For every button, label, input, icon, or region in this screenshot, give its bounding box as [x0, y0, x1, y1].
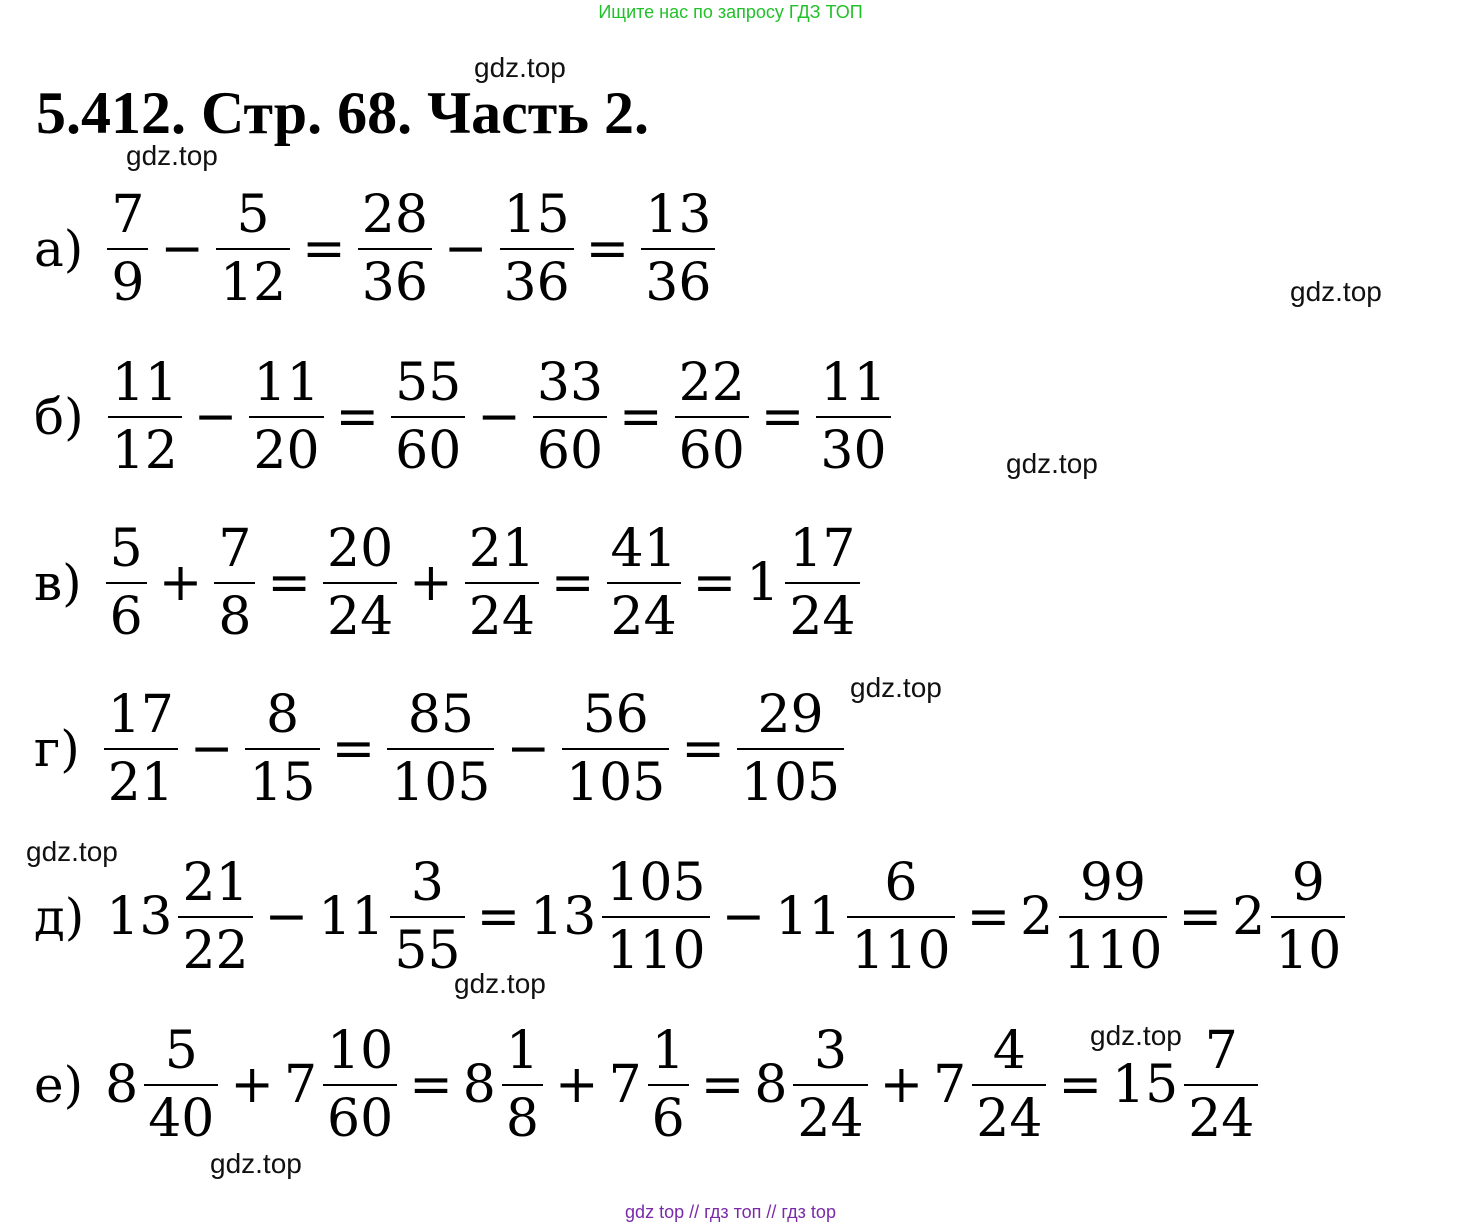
operator: +: [409, 553, 453, 613]
fraction: [562, 684, 669, 814]
equation-label: г): [34, 720, 80, 778]
fraction-bar: [387, 748, 494, 750]
fraction: [358, 184, 432, 314]
fraction: [216, 184, 290, 314]
denominator: 40: [148, 1089, 215, 1149]
fraction: [104, 684, 178, 814]
numerator: 55: [395, 353, 462, 413]
operator: +: [158, 553, 203, 613]
fraction-bar: [648, 1084, 689, 1086]
numerator: 41: [610, 519, 677, 579]
fraction: [847, 852, 954, 982]
operator: −: [264, 887, 309, 947]
numerator: 3: [410, 853, 445, 913]
fraction: [390, 852, 464, 982]
operator: =: [409, 1055, 453, 1115]
numerator: 56: [582, 685, 649, 745]
fraction-bar: [607, 582, 681, 584]
equation-label: е): [34, 1056, 84, 1114]
denominator: 24: [789, 587, 856, 647]
fraction: [793, 1020, 867, 1150]
denominator: 24: [1188, 1089, 1255, 1149]
denominator: 21: [107, 753, 174, 813]
whole-number: 2: [1020, 887, 1054, 947]
denominator: 105: [391, 753, 491, 813]
fraction-bar: [358, 248, 432, 250]
watermark: gdz.top: [1090, 1020, 1182, 1051]
denominator: 9: [111, 253, 145, 313]
equation-a: [34, 184, 717, 314]
numerator: 29: [757, 685, 824, 745]
operator: =: [331, 719, 376, 779]
denominator: 36: [361, 253, 428, 313]
watermark: gdz.top: [1290, 276, 1382, 307]
numerator: 11: [820, 353, 887, 413]
fraction: [675, 352, 749, 482]
fraction: [249, 352, 323, 482]
whole-number: 13: [530, 887, 597, 947]
denominator: 20: [253, 421, 320, 481]
whole-number: 7: [608, 1055, 642, 1115]
search-hint: Ищите нас по запросу ГДЗ ТОП: [598, 2, 863, 22]
fraction-bar: [816, 416, 890, 418]
operator: =: [302, 219, 346, 279]
fraction-bar: [502, 1084, 543, 1086]
fraction-bar: [737, 748, 844, 750]
numerator: 105: [606, 853, 706, 913]
operator: =: [700, 1055, 745, 1115]
operator: =: [966, 887, 1011, 947]
numerator: 7: [111, 185, 145, 245]
whole-number: 11: [775, 887, 842, 947]
fraction-bar: [641, 248, 715, 250]
watermark: gdz.top: [210, 1148, 302, 1179]
denominator: 8: [505, 1089, 539, 1149]
equation-e: [34, 1020, 1260, 1150]
fraction-bar: [847, 916, 954, 918]
denominator: 60: [678, 421, 745, 481]
numerator: 7: [218, 519, 252, 579]
numerator: 11: [111, 353, 178, 413]
fraction-bar: [533, 416, 607, 418]
whole-number: 8: [754, 1055, 788, 1115]
operator: =: [585, 219, 630, 279]
fraction: [144, 1020, 218, 1150]
whole-number: 1: [746, 553, 780, 613]
fraction-bar: [245, 748, 319, 750]
operator: +: [879, 1055, 924, 1115]
fraction-bar: [249, 416, 323, 418]
denominator: 60: [327, 1089, 394, 1149]
whole-number: 13: [106, 887, 173, 947]
watermark: gdz.top: [850, 672, 942, 703]
numerator: 5: [164, 1021, 198, 1081]
numerator: 5: [109, 519, 143, 579]
numerator: 85: [407, 685, 474, 745]
operator: =: [619, 387, 663, 447]
fraction: [245, 684, 319, 814]
fraction-bar: [972, 1084, 1046, 1086]
fraction-bar: [107, 248, 148, 250]
fraction: [387, 684, 494, 814]
denominator: 10: [1275, 921, 1342, 981]
numerator: 28: [361, 185, 428, 245]
fraction: [465, 518, 539, 648]
denominator: 60: [395, 421, 462, 481]
denominator: 24: [468, 587, 535, 647]
fraction-bar: [323, 582, 397, 584]
numerator: 17: [789, 519, 856, 579]
fraction: [641, 184, 715, 314]
whole-number: 2: [1232, 887, 1266, 947]
whole-number: 7: [933, 1055, 967, 1115]
denominator: 24: [797, 1089, 864, 1149]
denominator: 6: [109, 587, 143, 647]
equation-label: д): [34, 888, 85, 946]
equation-label: а): [34, 220, 84, 278]
numerator: 20: [327, 519, 394, 579]
whole-number: 8: [462, 1055, 496, 1115]
equation-g: [34, 684, 846, 814]
fraction: [533, 352, 607, 482]
fraction: [323, 1020, 397, 1150]
numerator: 99: [1079, 853, 1146, 913]
operator: =: [335, 387, 380, 447]
fraction: [178, 852, 252, 982]
fraction-bar: [216, 248, 290, 250]
denominator: 24: [976, 1089, 1043, 1149]
denominator: 110: [1063, 921, 1163, 981]
denominator: 36: [503, 253, 570, 313]
fraction: [972, 1020, 1046, 1150]
fraction-bar: [1059, 916, 1166, 918]
fraction-bar: [144, 1084, 218, 1086]
operator: −: [189, 719, 234, 779]
fraction: [602, 852, 709, 982]
fraction: [816, 352, 890, 482]
denominator: 6: [651, 1089, 685, 1149]
denominator: 60: [536, 421, 604, 481]
denominator: 24: [327, 587, 394, 647]
fraction-bar: [1271, 916, 1345, 918]
fraction-bar: [500, 248, 574, 250]
operator: −: [477, 387, 521, 447]
fraction-bar: [675, 416, 749, 418]
operator: =: [681, 719, 725, 779]
whole-number: 7: [283, 1055, 318, 1115]
fraction: [391, 352, 465, 482]
denominator: 12: [111, 421, 178, 481]
operator: =: [267, 553, 311, 613]
operator: =: [1058, 1055, 1103, 1115]
whole-number: 11: [318, 887, 385, 947]
fraction-bar: [391, 416, 465, 418]
numerator: 5: [236, 185, 270, 245]
numerator: 1: [505, 1021, 539, 1081]
fraction-bar: [465, 582, 539, 584]
footer-note: gdz top // гдз топ // гдз top: [625, 1202, 836, 1222]
equation-label: в): [34, 554, 82, 612]
fraction-bar: [106, 582, 147, 584]
fraction: [1271, 852, 1345, 982]
operator: −: [443, 219, 488, 279]
fraction-bar: [214, 582, 255, 584]
denominator: 105: [566, 753, 666, 813]
operator: −: [160, 219, 204, 279]
fraction: [108, 352, 182, 482]
fraction: [607, 518, 681, 648]
fraction-bar: [1184, 1084, 1258, 1086]
numerator: 11: [253, 353, 320, 413]
numerator: 8: [265, 685, 300, 745]
fraction-bar: [562, 748, 669, 750]
operator: −: [721, 887, 766, 947]
denominator: 36: [645, 253, 712, 313]
fraction-bar: [793, 1084, 867, 1086]
fraction: [500, 184, 574, 314]
numerator: 21: [182, 853, 249, 913]
operator: +: [230, 1055, 274, 1115]
numerator: 3: [813, 1021, 848, 1081]
fraction-bar: [390, 916, 464, 918]
fraction: [502, 1020, 543, 1150]
operator: =: [760, 387, 805, 447]
whole-number: 15: [1112, 1055, 1179, 1115]
fraction-bar: [323, 1084, 397, 1086]
whole-number: 8: [105, 1055, 139, 1115]
numerator: 22: [678, 353, 745, 413]
fraction: [785, 518, 859, 648]
denominator: 30: [820, 421, 887, 481]
numerator: 7: [1204, 1021, 1238, 1081]
fraction-bar: [178, 916, 252, 918]
operator: =: [476, 887, 521, 947]
denominator: 24: [610, 587, 677, 647]
page-title: 5.412. Стр. 68. Часть 2.: [36, 80, 649, 146]
numerator: 33: [536, 353, 604, 413]
denominator: 15: [249, 753, 316, 813]
denominator: 105: [740, 753, 841, 813]
numerator: 10: [327, 1021, 394, 1081]
operator: −: [506, 719, 551, 779]
equation-b: [34, 352, 893, 482]
watermark: gdz.top: [1006, 448, 1098, 479]
operator: =: [692, 553, 737, 613]
fraction: [106, 518, 147, 648]
fraction: [214, 518, 255, 648]
numerator: 15: [503, 185, 570, 245]
equation-v: [34, 518, 862, 648]
numerator: 4: [992, 1021, 1026, 1081]
fraction-bar: [108, 416, 182, 418]
operator: −: [193, 387, 238, 447]
fraction-bar: [785, 582, 859, 584]
numerator: 13: [645, 185, 712, 245]
fraction: [1059, 852, 1166, 982]
fraction: [1184, 1020, 1258, 1150]
denominator: 22: [182, 921, 249, 981]
fraction: [323, 518, 397, 648]
denominator: 110: [851, 921, 951, 981]
denominator: 12: [220, 253, 287, 313]
numerator: 9: [1291, 853, 1325, 913]
operator: =: [550, 553, 595, 613]
watermark: gdz.top: [474, 52, 566, 83]
fraction: [737, 684, 844, 814]
equation-label: б): [34, 388, 84, 446]
fraction: [107, 184, 148, 314]
numerator: 1: [651, 1021, 685, 1081]
operator: =: [1178, 887, 1223, 947]
fraction: [648, 1020, 689, 1150]
fraction-bar: [104, 748, 178, 750]
denominator: 8: [218, 587, 252, 647]
denominator: 55: [394, 921, 461, 981]
watermark: gdz.top: [26, 836, 118, 867]
numerator: 21: [468, 519, 535, 579]
watermark: gdz.top: [126, 140, 218, 171]
numerator: 17: [107, 685, 174, 745]
fraction-bar: [602, 916, 709, 918]
numerator: 6: [884, 853, 918, 913]
operator: +: [554, 1055, 599, 1115]
denominator: 110: [606, 921, 706, 981]
watermark: gdz.top: [454, 968, 546, 999]
equation-d: [34, 852, 1347, 982]
